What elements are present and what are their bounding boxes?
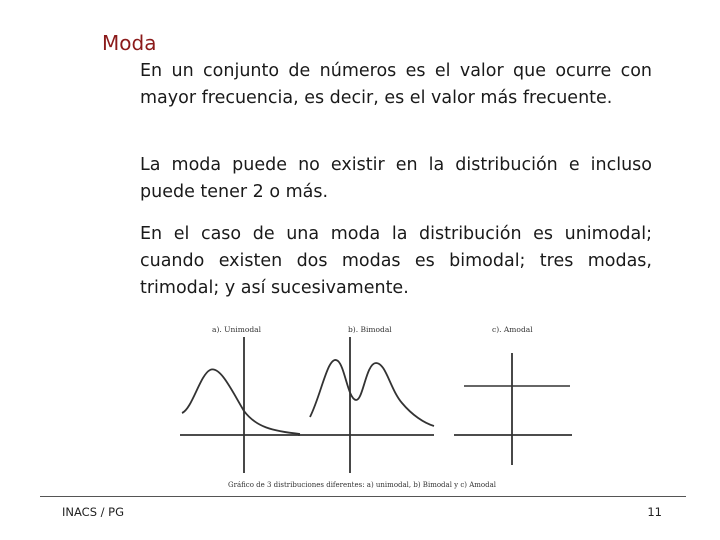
footer-divider <box>40 496 686 497</box>
label-amodal: c). Amodal <box>492 325 533 334</box>
paragraph-existence: La moda puede no existir en la distribución e incluso puede tener 2 o más. <box>140 155 652 202</box>
unimodal-curve <box>182 369 300 434</box>
unimodal-plot <box>180 337 300 473</box>
distribution-curves <box>172 313 592 495</box>
footer-source: INACS / PG <box>62 505 125 519</box>
label-unimodal: a). Unimodal <box>212 325 262 334</box>
page-number: 11 <box>647 505 662 519</box>
figure-caption: Gráfico de 3 distribuciones diferentes: a) unimodal, b) Bimodal y c) Amodal <box>228 481 497 489</box>
paragraph-types: En el caso de una moda la distribución es unimodal; cuando existen dos modas es bimodal; tres modas, trimodal; y así sucesivamente. <box>140 224 652 298</box>
paragraph-definition: En un conjunto de números es el valor que ocurre con mayor frecuencia, es decir, es el valor más frecuente. <box>140 61 652 108</box>
amodal-plot <box>454 353 572 465</box>
modality-figure <box>172 313 592 495</box>
bimodal-plot <box>298 337 434 473</box>
label-bimodal: b). Bimodal <box>348 325 392 334</box>
slide-title: Moda <box>102 31 157 55</box>
bimodal-curve <box>310 360 434 426</box>
